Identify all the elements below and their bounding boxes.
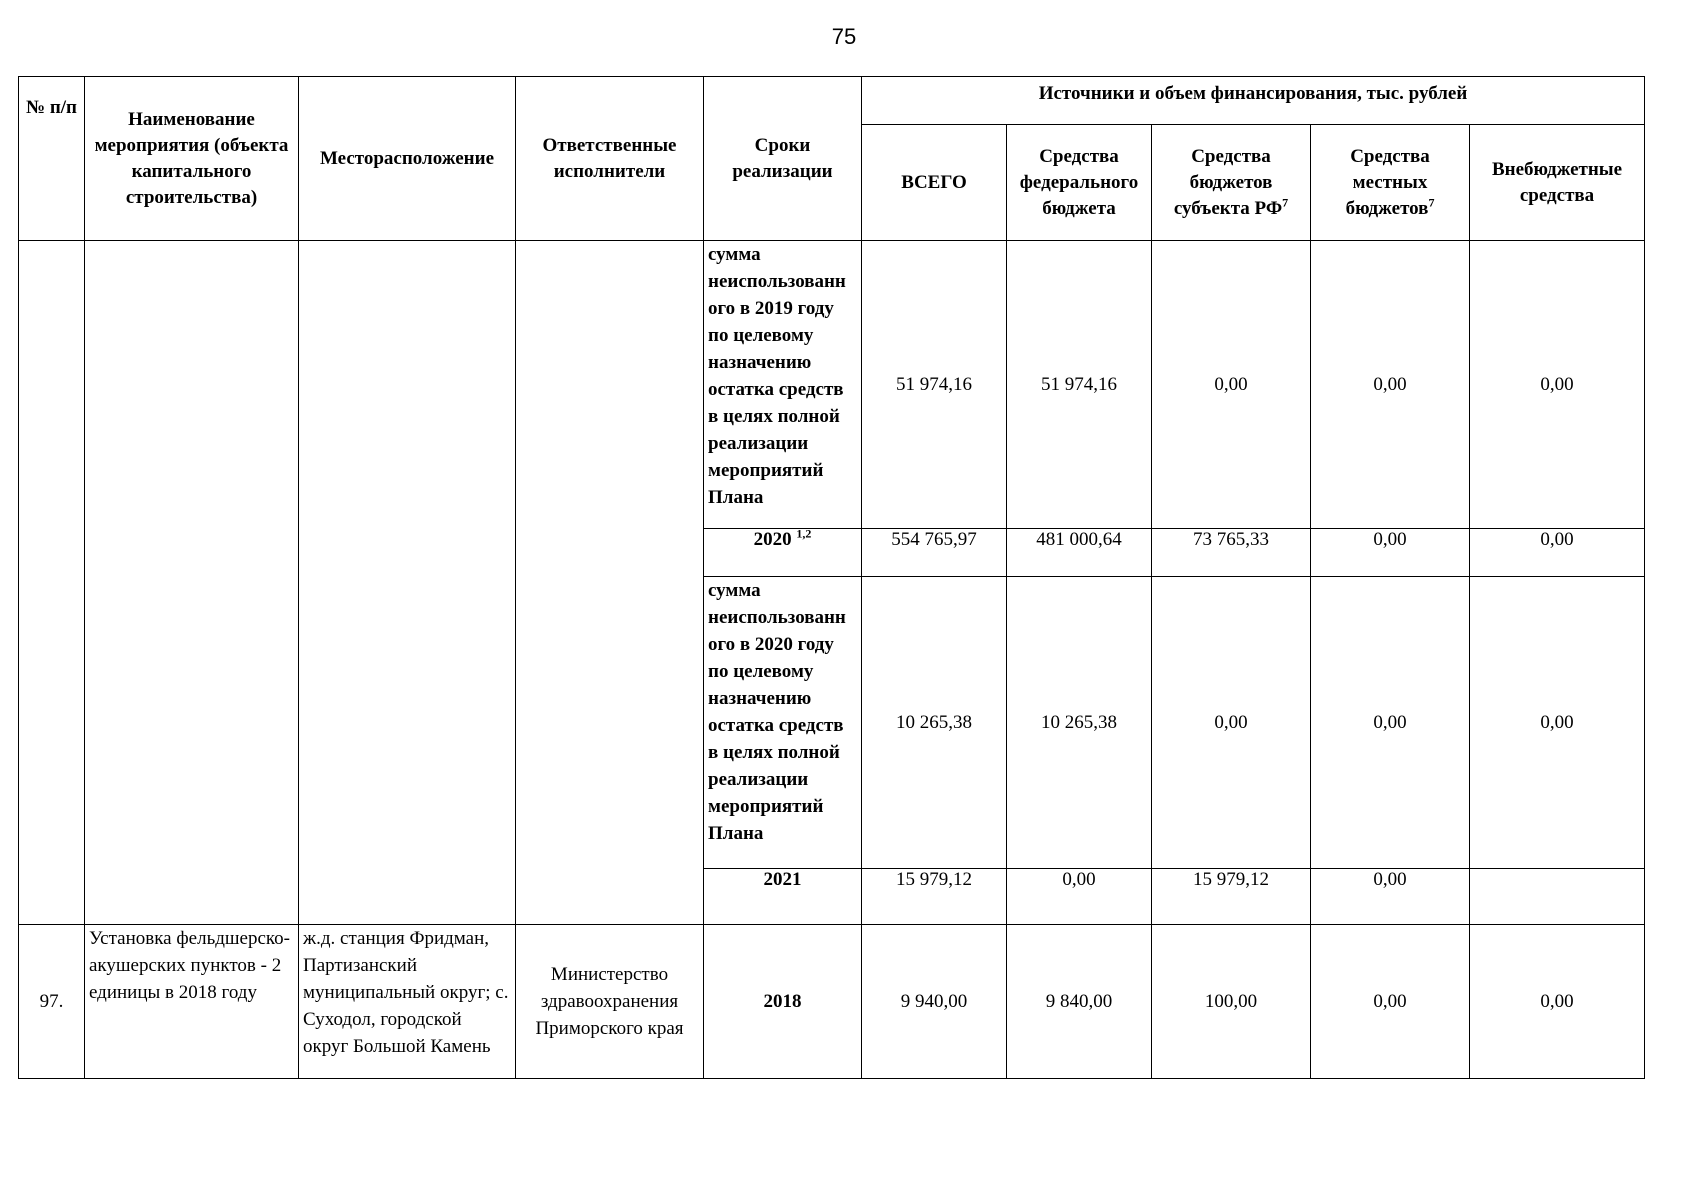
- federal-cell: 10 265,38: [1007, 577, 1152, 869]
- row-name-cell: Установка фельдшерско-акушерских пунктов - 2 единицы в 2018 году: [85, 925, 299, 1079]
- header-local-label: Средства местных бюджетов: [1345, 145, 1430, 219]
- local-cell: 0,00: [1311, 241, 1470, 529]
- extra-cell: 0,00: [1470, 241, 1645, 529]
- header-regional-label: Средства бюджетов субъекта РФ: [1173, 145, 1283, 219]
- regional-cell: 73 765,33: [1152, 529, 1311, 577]
- header-total: ВСЕГО: [862, 125, 1007, 241]
- header-number: № п/п: [19, 77, 85, 241]
- extra-cell: [1470, 869, 1645, 925]
- total-cell: 554 765,97: [862, 529, 1007, 577]
- extra-cell: 0,00: [1470, 925, 1645, 1079]
- header-regional: [1152, 125, 1311, 241]
- financing-table: [18, 76, 1645, 1079]
- regional-cell: 100,00: [1152, 925, 1311, 1079]
- regional-cell: 15 979,12: [1152, 869, 1311, 925]
- table-row: [19, 241, 1645, 529]
- total-cell: 15 979,12: [862, 869, 1007, 925]
- term-cell: 2018: [704, 925, 862, 1079]
- header-federal: Средства федерального бюджета: [1007, 125, 1152, 241]
- header-location: Месторасположение: [299, 77, 516, 241]
- regional-cell: 0,00: [1152, 577, 1311, 869]
- federal-cell: 0,00: [1007, 869, 1152, 925]
- header-local-footnote: 7: [1428, 195, 1435, 210]
- row-responsible-cell-empty: [516, 241, 704, 925]
- federal-cell: 51 974,16: [1007, 241, 1152, 529]
- row-responsible-cell: Министерство здравоохранения Приморского края: [516, 925, 704, 1079]
- page-number: 75: [831, 24, 857, 49]
- row-number-cell-empty: [19, 241, 85, 925]
- row-location-cell-empty: [299, 241, 516, 925]
- local-cell: 0,00: [1311, 529, 1470, 577]
- row-name-cell-empty: [85, 241, 299, 925]
- header-regional-footnote: 7: [1282, 195, 1289, 210]
- regional-cell: 0,00: [1152, 241, 1311, 529]
- term-cell: сумма неиспользованн ого в 2019 году по целевому назначению остатка средств в целях полной реализации мероприятий Плана: [704, 241, 862, 529]
- header-responsible: Ответственные исполнители: [516, 77, 704, 241]
- local-cell: 0,00: [1311, 577, 1470, 869]
- table-header-row: [19, 77, 1645, 125]
- total-cell: 9 940,00: [862, 925, 1007, 1079]
- term-footnote: 1,2: [796, 526, 812, 541]
- term-cell: 2021: [704, 869, 862, 925]
- row-location-cell: ж.д. станция Фридман, Партизанский муниципальный округ; с. Суходол, городской округ Большой Камень: [299, 925, 516, 1079]
- header-name: Наименование мероприятия (объекта капитального строительства): [85, 77, 299, 241]
- extra-cell: 0,00: [1470, 577, 1645, 869]
- header-local: [1311, 125, 1470, 241]
- local-cell: 0,00: [1311, 925, 1470, 1079]
- term-year: 2020: [753, 529, 792, 550]
- total-cell: 10 265,38: [862, 577, 1007, 869]
- row-number-cell: 97.: [19, 925, 85, 1079]
- term-cell: [704, 526, 862, 577]
- local-cell: 0,00: [1311, 869, 1470, 925]
- header-terms: Сроки реализации: [704, 77, 862, 241]
- extra-cell: 0,00: [1470, 529, 1645, 577]
- federal-cell: 481 000,64: [1007, 529, 1152, 577]
- header-sources-group: Источники и объем финансирования, тыс. рублей: [862, 77, 1645, 125]
- term-cell: сумма неиспользованн ого в 2020 году по целевому назначению остатка средств в целях полной реализации мероприятий Плана: [704, 577, 862, 869]
- table-row: [19, 925, 1645, 1079]
- federal-cell: 9 840,00: [1007, 925, 1152, 1079]
- total-cell: 51 974,16: [862, 241, 1007, 529]
- header-extra: Внебюджетные средства: [1470, 125, 1645, 241]
